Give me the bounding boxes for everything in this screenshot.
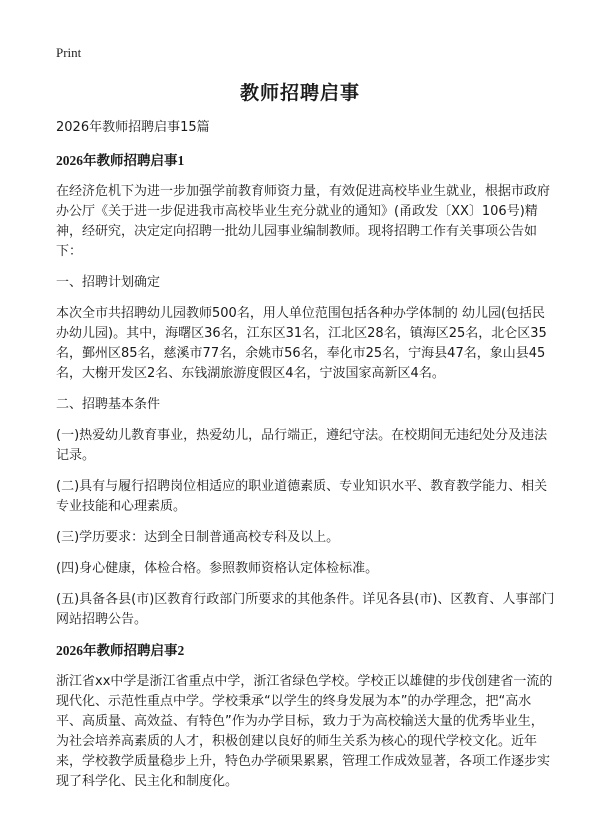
document-subtitle: 2026年教师招聘启事15篇	[56, 120, 210, 135]
condition-item: (三)学历要求：达到全日制普通高校专科及以上。	[56, 530, 340, 545]
plan-paragraph: 本次全市共招聘幼儿园教师500名，用人单位范围包括各种办学体制的 幼儿园(包括民办幼儿园)。其中，海曙区36名，江东区31名，江北区28名，镇海区25名，北仑区35名，鄞州区85名，慈溪市77名，余姚市56名，奉化市25名，宁海县47名，象山县45名，大榭开发区2名、东钱湖旅游度假区4名，宁波国家高新区4名。	[56, 306, 547, 381]
condition-item: (四)身心健康，体检合格。参照教师资格认定体检标准。	[56, 561, 379, 576]
condition-item: (二)具有与履行招聘岗位相适应的职业道德素质、专业知识水平、教育教学能力、相关专业技能和心理素质。	[56, 479, 548, 514]
condition-item: (五)具备各县(市)区教育行政部门所要求的其他条件。详见各县(市)、区教育、人事部门网站招聘公告。	[56, 592, 555, 627]
intro-paragraph: 在经济危机下为进一步加强学前教育师资力量，有效促进高校毕业生就业，根据市政府办公厅《关于进一步促进我市高校毕业生充分就业的通知》(甬政发〔XX〕106号)精神，经研究，决定定向招聘一批幼儿园事业编制教师。现将招聘工作有关事项公告如下：	[56, 184, 551, 259]
page-title: 教师招聘启事	[239, 82, 360, 104]
conditions-heading: 二、招聘基本条件	[56, 397, 161, 412]
document-body	[56, 118, 556, 803]
section-heading-1: 2026年教师招聘启事1	[56, 153, 185, 168]
plan-heading: 一、招聘计划确定	[56, 275, 161, 290]
section-heading-2: 2026年教师招聘启事2	[56, 643, 185, 658]
print-link[interactable]: Print	[56, 45, 82, 60]
condition-item: (一)热爱幼儿教育事业，热爱幼儿，品行端正，遵纪守法。在校期间无违纪处分及违法记录。	[56, 428, 548, 463]
school-paragraph: 浙江省xx中学是浙江省重点中学，浙江省绿色学校。学校正以雄健的步伐创建省一流的现代化、示范性重点中学。学校秉承“以学生的终身发展为本”的办学理念，把“高水平、高质量、高效益、有特色”作为办学目标，致力于为高校输送大量的优秀毕业生，为社会培养高素质的人才，积极创建以良好的师生关系为核心的现代学校文化。近年来，学校教学质量稳步上升，特色办学硕果累累，管理工作成效显著，各项工作逐步实现了科学化、民主化和制度化。	[56, 674, 553, 789]
